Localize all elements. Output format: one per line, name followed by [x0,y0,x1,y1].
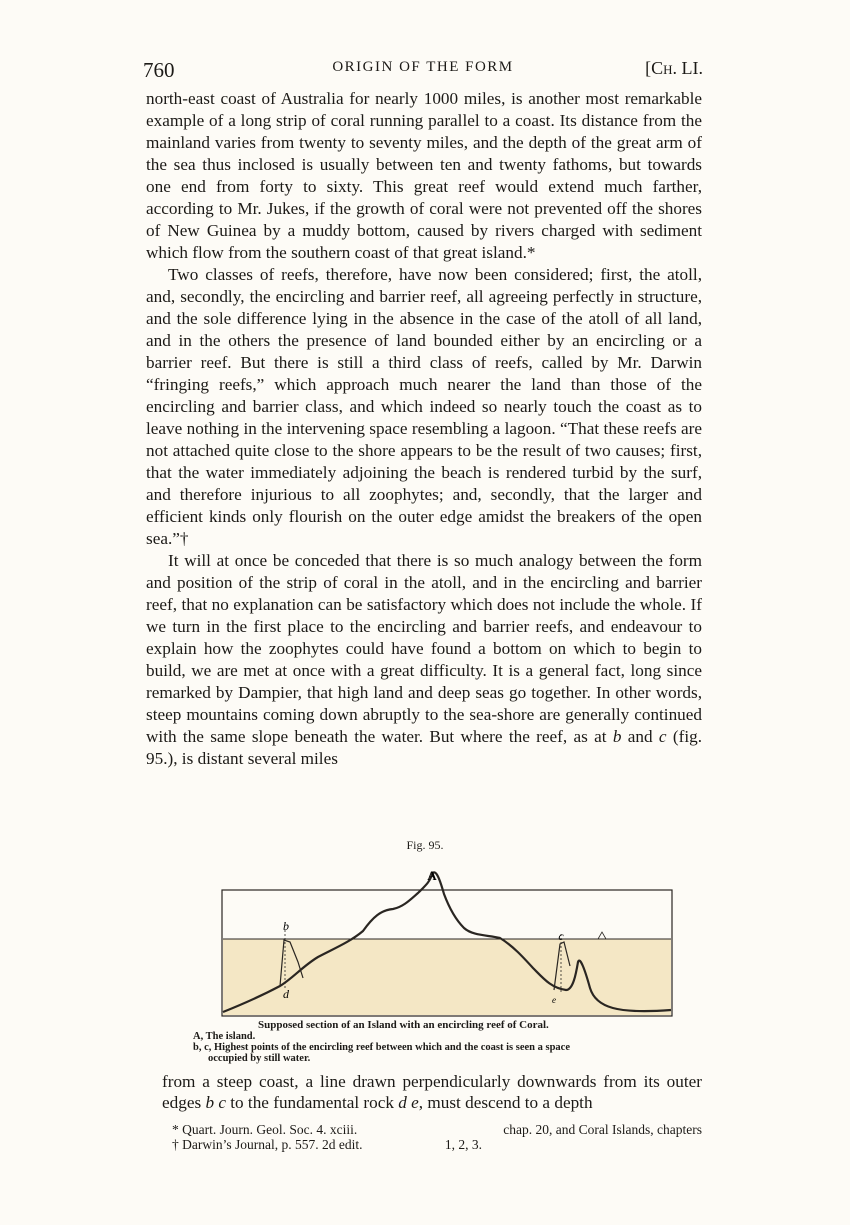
paragraph-3-tail: But where the reef, as at b and c (fig. 95.), is distant several miles [146,727,702,768]
label-A: A [427,868,437,883]
continued-text [162,1071,702,1113]
paragraph-3-text: It will at once be conceded that there is so much analogy between the form and position of the strip of coral in the atoll, and in the encircling and barrier reef, that no explanation can be satisfactory which does not include the whole. If we turn in the first place to the encircling and barrier reefs, and endeavour to explain how the zoophytes could have found a bottom on which to begin to build, we are met at once with a great difficulty. It is a general fact, long since remarked by Dampier, that high land and deep seas go together. In other words, steep mountains coming down abruptly to the sea-shore are generally continued with the same slope beneath the water. [146,551,702,746]
figure-95-island-section [218,862,674,1020]
label-c: c [558,929,564,943]
paragraph-2: Two classes of reefs, therefore, have now been considered; first, the atoll, and, secondly, the encircling and barrier reef, all agreeing perfectly in structure, and the sole difference lying in the absence in the case of the atoll of all land, and in the others the presence of land bounded either by an encircling or a barrier reef. But there is still a third class of reefs, called by Mr. Darwin “fringing reefs,” which approach much nearer the land than those of the encircling and barrier class, and which indeed so nearly touch the coast as to leave nothing in the intervening space resembling a lagoon. “That these reefs are not attached quite close to the shore appears to be the result of two causes; first, that the water immediately adjoining the beach is rendered turbid by the surf, and therefore injurious to all zoophytes; and, secondly, that the larger and efficient kinds only flourish on the outer edge amidst the breakers of the open sea.”† [146,265,702,548]
island-section-diagram [218,862,674,1020]
figure-caption: Supposed section of an Island with an encircling reef of Coral. [258,1019,549,1031]
figure-legend [193,1031,570,1064]
label-d: d [283,987,289,1001]
main-text [146,88,702,770]
footnote-2: † Darwin’s Journal, p. 557. 2d edit. 1, 2, 3. [172,1137,482,1152]
running-header [143,58,703,84]
page-number: 760 [143,58,175,82]
paragraph-3 [146,550,702,770]
paragraph-continuation: from a steep coast, a line drawn perpendicularly downwards from its outer edges b c to the fundamental rock d e, must descend to a depth [162,1072,702,1112]
label-b: b [283,919,289,933]
paragraph-1: north-east coast of Australia for nearly 1000 miles, is another most remarkable example of a long strip of coral running parallel to a coast. Its distance from the mainland varies from twenty to seventy miles, and the depth of the great arm of the sea thus inclosed is usually between ten and twenty fathoms, but towards one end from forty to sixty. This great reef would extend much farther, according to Mr. Jukes, if the growth of coral were not prevented off the shores of New Guinea by a muddy bottom, caused by rivers charged with sediment which flow from the southern coast of that great island.* [146,89,702,262]
legend-bc: b, c, Highest points of the encircling reef between which and the coast is seen a space [193,1042,571,1053]
chapter-marker: [Ch. LI. [645,58,703,78]
footnotes [172,1122,702,1152]
legend-a: A, The island. [193,1031,256,1042]
footnote-1: * Quart. Journ. Geol. Soc. 4. xciii. chap. 20, and Coral Islands, chapters [172,1122,702,1137]
legend-bc-continued: occupied by still water. [208,1053,311,1064]
running-title: ORIGIN OF THE FORM [332,59,514,75]
figure-label: Fig. 95. [406,838,444,852]
label-e: e [552,995,556,1005]
